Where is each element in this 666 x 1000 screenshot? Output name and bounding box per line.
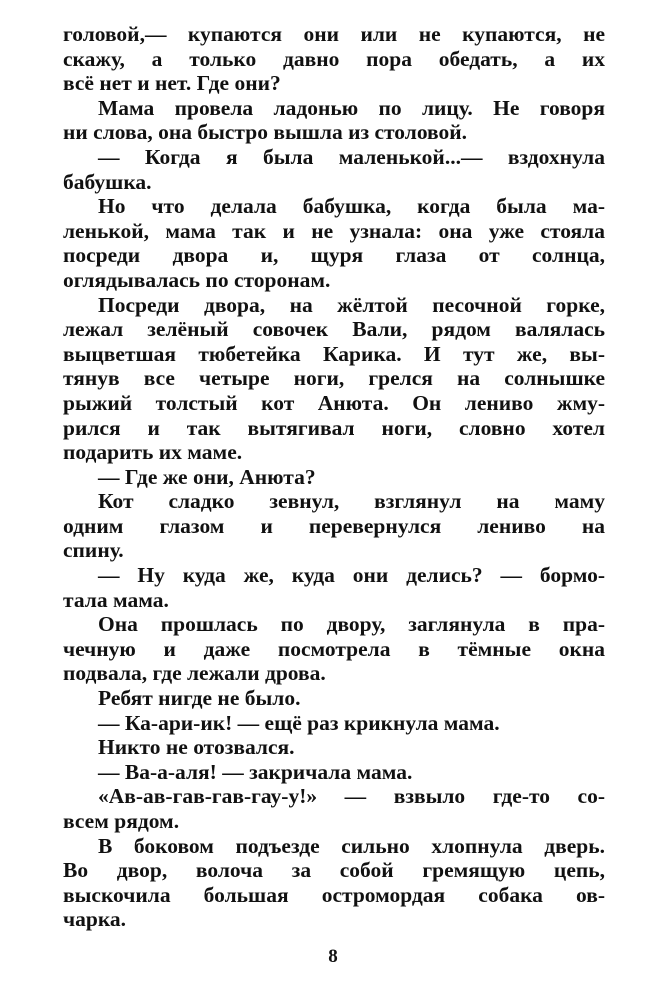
text-line: Она прошлась по двору, заглянула в пра- <box>98 612 605 637</box>
paragraph <box>63 612 605 686</box>
text-line: Никто не отозвался. <box>98 735 295 760</box>
text-line: рыжий толстый кот Анюта. Он лениво жму- <box>63 390 605 415</box>
paragraph <box>63 96 605 145</box>
paragraph <box>63 465 605 490</box>
paragraph <box>63 711 605 736</box>
book-page-text <box>63 22 605 932</box>
text-line: В боковом подъезде сильно хлопнула дверь. <box>98 833 605 858</box>
text-line: — Где же они, Анюта? <box>98 464 316 489</box>
text-line: рился и так вытягивал ноги, словно хотел <box>63 415 605 440</box>
text-line: бабушка. <box>63 169 152 194</box>
paragraph <box>63 293 605 465</box>
text-line: подвала, где лежали дрова. <box>63 661 326 686</box>
text-line: спину. <box>63 538 124 563</box>
text-line: выскочила большая остромордая собака ов- <box>63 882 605 907</box>
text-line: посреди двора и, щуря глаза от солнца, <box>63 243 605 268</box>
paragraph <box>63 22 605 96</box>
text-line: ни слова, она быстро вышла из столовой. <box>63 120 468 145</box>
text-line: всё нет и нет. Где они? <box>63 71 281 96</box>
text-line: — Когда я была маленькой...— вздохнула <box>98 144 605 169</box>
text-line: скажу, а только давно пора обедать, а их <box>63 46 605 71</box>
paragraph <box>63 760 605 785</box>
paragraph <box>63 145 605 194</box>
text-line: подарить их маме. <box>63 440 243 465</box>
text-line: тала мама. <box>63 587 169 612</box>
paragraph <box>63 686 605 711</box>
text-line: тянув все четыре ноги, грелся на солнышке <box>63 366 605 391</box>
text-line: Во двор, волоча за собой гремящую цепь, <box>63 858 605 883</box>
text-line: выцветшая тюбетейка Карика. И тут же, вы- <box>63 341 605 366</box>
text-line: — Ну куда же, куда они делись? — бормо- <box>98 563 605 588</box>
page-number: 8 <box>328 946 338 967</box>
text-line: Посреди двора, на жёлтой песочной горке, <box>98 292 605 317</box>
text-line: лежал зелёный совочек Вали, рядом валялась <box>63 317 605 342</box>
text-line: — Ка-ари-ик! — ещё раз крикнула мама. <box>98 710 500 735</box>
text-line: одним глазом и перевернулся лениво на <box>63 513 605 538</box>
text-line: Кот сладко зевнул, взглянул на маму <box>98 489 605 514</box>
text-line: всем рядом. <box>63 809 180 833</box>
paragraph <box>63 563 605 612</box>
text-line: Ребят нигде не было. <box>98 686 301 711</box>
text-line: — Ва-а-аля! — закричала мама. <box>98 759 413 784</box>
text-line: чечную и даже посмотрела в тёмные окна <box>63 636 605 661</box>
text-line: ленькой, мама так и не узнала: она уже стояла <box>63 218 605 243</box>
text-line: «Ав-ав-гав-гав-гау-у!» — взвыло где-то со- <box>98 784 605 809</box>
paragraph <box>63 194 605 292</box>
paragraph <box>63 735 605 760</box>
text-line: Но что делала бабушка, когда была ма- <box>98 194 605 219</box>
text-line: оглядывалась по сторонам. <box>63 267 331 292</box>
paragraph <box>63 834 605 932</box>
text-line: чарка. <box>63 907 127 932</box>
text-line: Мама провела ладонью по лицу. Не говоря <box>98 95 605 120</box>
paragraph <box>63 489 605 563</box>
paragraph <box>63 784 605 833</box>
text-line: головой,— купаются они или не купаются, не <box>63 22 605 46</box>
